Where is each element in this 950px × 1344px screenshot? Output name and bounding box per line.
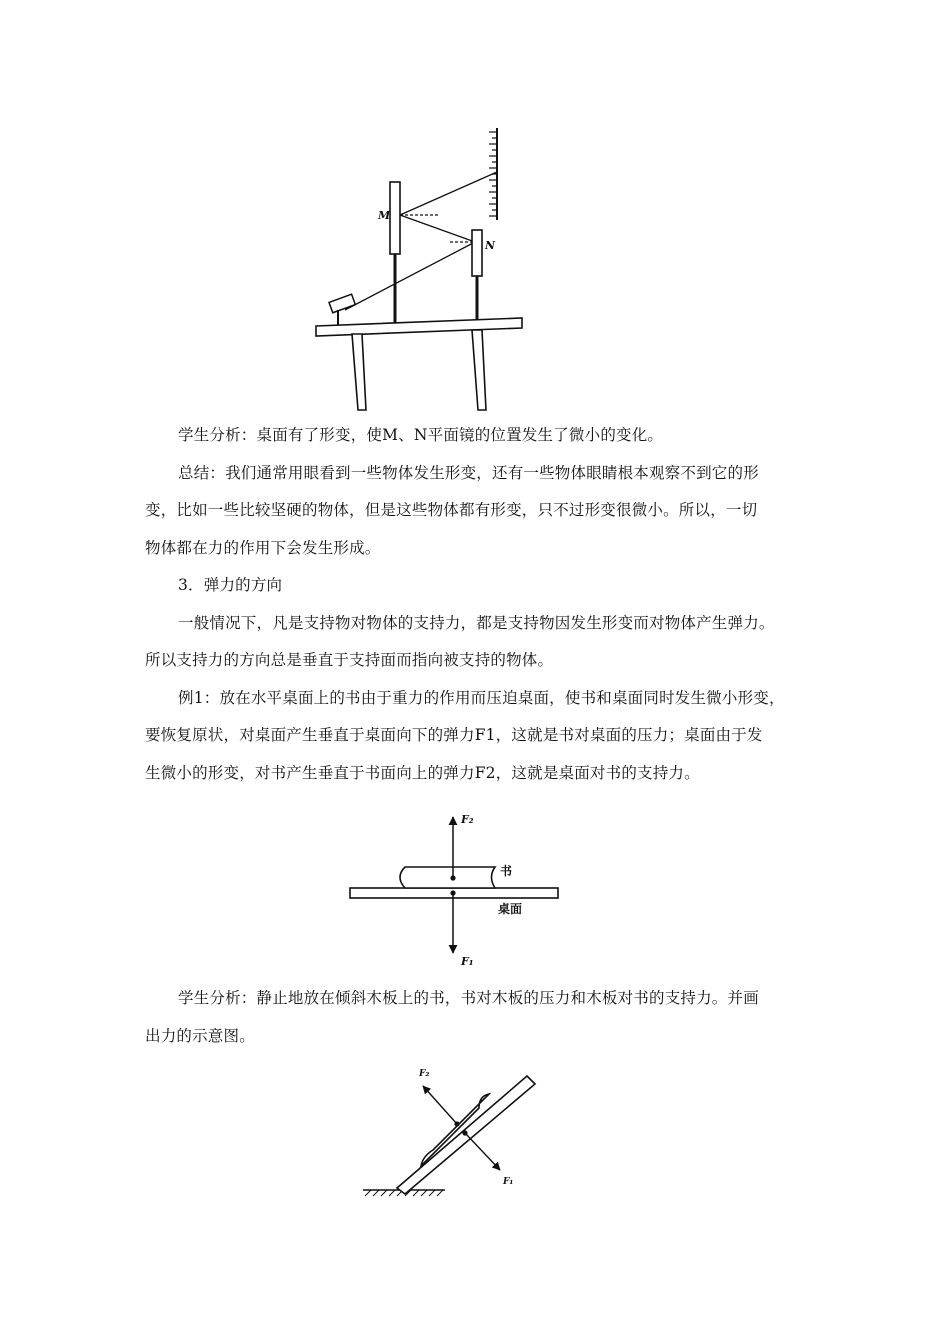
mirror-n xyxy=(472,230,482,326)
paragraph: 学生分析：静止地放在倾斜木板上的书，书对木板的压力和木板对书的支持力。并画 xyxy=(178,989,759,1007)
label-f1: F₁ xyxy=(503,1177,514,1187)
paragraph: 所以支持力的方向总是垂直于支持面而指向被支持的物体。 xyxy=(145,651,554,669)
book-on-incline-figure xyxy=(355,1060,555,1205)
label-m: M xyxy=(378,209,391,222)
contact-point xyxy=(462,1130,467,1135)
mirror-m xyxy=(390,182,400,326)
label-f1: F₁ xyxy=(461,955,474,968)
paragraph: 例1：放在水平桌面上的书由于重力的作用而压迫桌面，使书和桌面同时发生微小形变， xyxy=(178,688,785,707)
book-on-table-figure xyxy=(340,805,570,975)
label-table: 桌面 xyxy=(498,902,523,916)
paragraph: 一般情况下，凡是支持物对物体的支持力，都是支持物因发生形变而对物体产生弹力。 xyxy=(178,613,775,632)
contact-point xyxy=(450,890,455,895)
force-f2-arrow xyxy=(423,1086,457,1124)
light-source xyxy=(329,294,355,325)
paragraph: 要恢复原状，对桌面产生垂直于桌面向下的弹力F1，这就是书对桌面的压力；桌面由于发 xyxy=(145,726,763,744)
label-f2: F₂ xyxy=(461,813,474,826)
paragraph: 学生分析：桌面有了形变，使M、N平面镜的位置发生了微小的变化。 xyxy=(178,426,664,444)
label-book: 书 xyxy=(500,864,513,878)
label-f2: F₂ xyxy=(419,1069,430,1079)
book xyxy=(400,867,495,888)
paragraph: 变，比如一些比较坚硬的物体，但是这些物体都有形变，只不过形变很微小。所以，一切 xyxy=(145,501,758,519)
table xyxy=(316,318,522,410)
mirror-apparatus-figure xyxy=(300,120,540,420)
contact-point xyxy=(454,1121,459,1126)
section-heading: 3．弹力的方向 xyxy=(178,576,283,594)
contact-point xyxy=(450,875,455,880)
force-f1-arrow xyxy=(465,1133,500,1170)
paragraph: 总结：我们通常用眼看到一些物体发生形变，还有一些物体眼睛根本观察不到它的形 xyxy=(178,463,759,482)
paragraph: 出力的示意图。 xyxy=(145,1026,255,1045)
paragraph: 生微小的形变，对书产生垂直于书面向上的弹力F2，这就是桌面对书的支持力。 xyxy=(145,763,700,782)
paragraph: 物体都在力的作用下会发生形成。 xyxy=(145,538,381,557)
label-n: N xyxy=(485,239,496,252)
text-block-b xyxy=(145,980,825,1055)
text-block-a xyxy=(145,417,825,792)
